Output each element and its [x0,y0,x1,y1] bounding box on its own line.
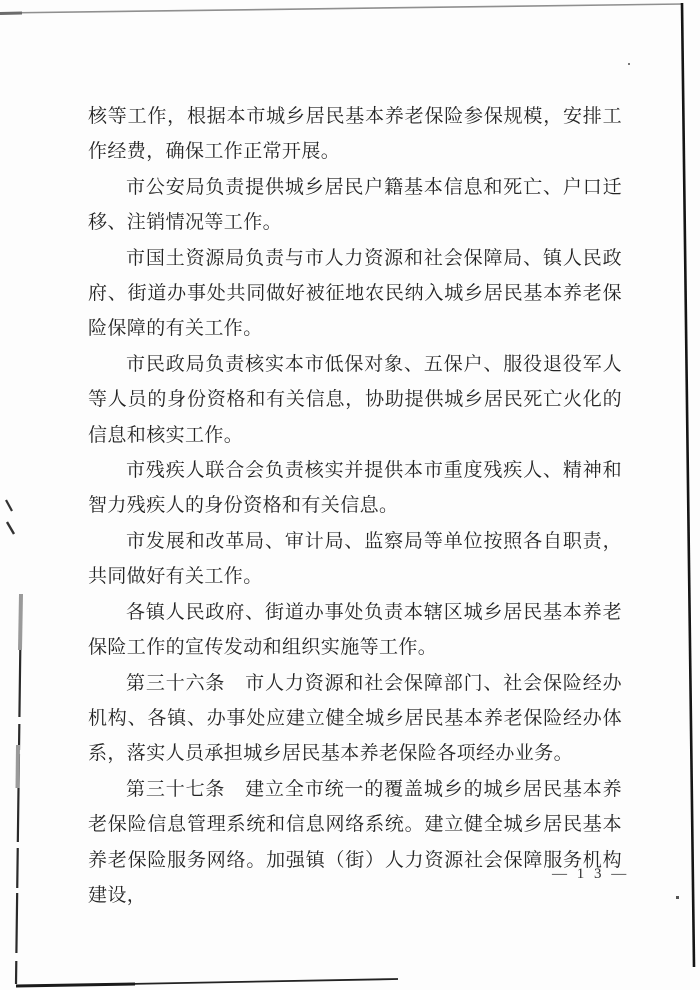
paragraph: 市国土资源局负责与市人力资源和社会保障局、镇人民政府、街道办事处共同做好被征地农民纳入城乡居民基本养老保险保障的有关工作。 [88,247,622,340]
scan-edge-top-dark-segment [0,13,22,14]
paragraph: 第三十六条 市人力资源和社会保障部门、社会保险经办机构、各镇、办事处应建立健全城乡居民基本养老保险经办体系，落实人员承担城乡居民基本养老保险各项经办业务。 [88,672,622,765]
paragraph: 第三十七条 建立全市统一的覆盖城乡的城乡居民基本养老保险信息管理系统和信息网络系统。建立健全城乡居民基本养老保险服务网络。加强镇（街）人力资源社会保障服务机构建设， [88,778,622,906]
page-number: — 1 3 — [552,866,630,882]
scan-edge-left-gray-segment-2 [18,745,19,788]
paragraph: 市残疾人联合会负责核实并提供本市重度残疾人、精神和智力残疾人的身份资格和有关信息。 [88,460,622,517]
paragraph: 核等工作，根据本市城乡居民基本养老保险参保规模，安排工作经费，确保工作正常开展。 [88,106,622,163]
scan-tick-2 [7,522,14,534]
scan-edge-right [682,3,694,967]
scan-edge-bottom-dark-segment [16,984,135,986]
document-body [88,99,622,913]
scan-speck-2 [628,63,630,65]
paragraph: 各镇人民政府、街道办事处负责本辖区城乡居民基本养老保险工作的宣传发动和组织实施等工作。 [88,601,622,659]
scan-edge-bottom [16,979,398,986]
scan-tick-1 [6,500,12,511]
scan-edge-left [16,594,21,984]
scan-edge-left-gray-segment [20,594,21,650]
paragraph: 市民政局负责核实本市低保对象、五保户、服役退役军人等人员的身份资格和有关信息，协助提供城乡居民死亡火化的信息和核实工作。 [88,353,622,446]
scan-edge-top [0,4,683,13]
paragraph: 市发展和改革局、审计局、监察局等单位按照各自职责，共同做好有关工作。 [88,530,622,588]
paragraph: 市公安局负责提供城乡居民户籍基本信息和死亡、户口迁移、注销情况等工作。 [88,176,622,234]
scan-speck-1 [676,896,679,899]
